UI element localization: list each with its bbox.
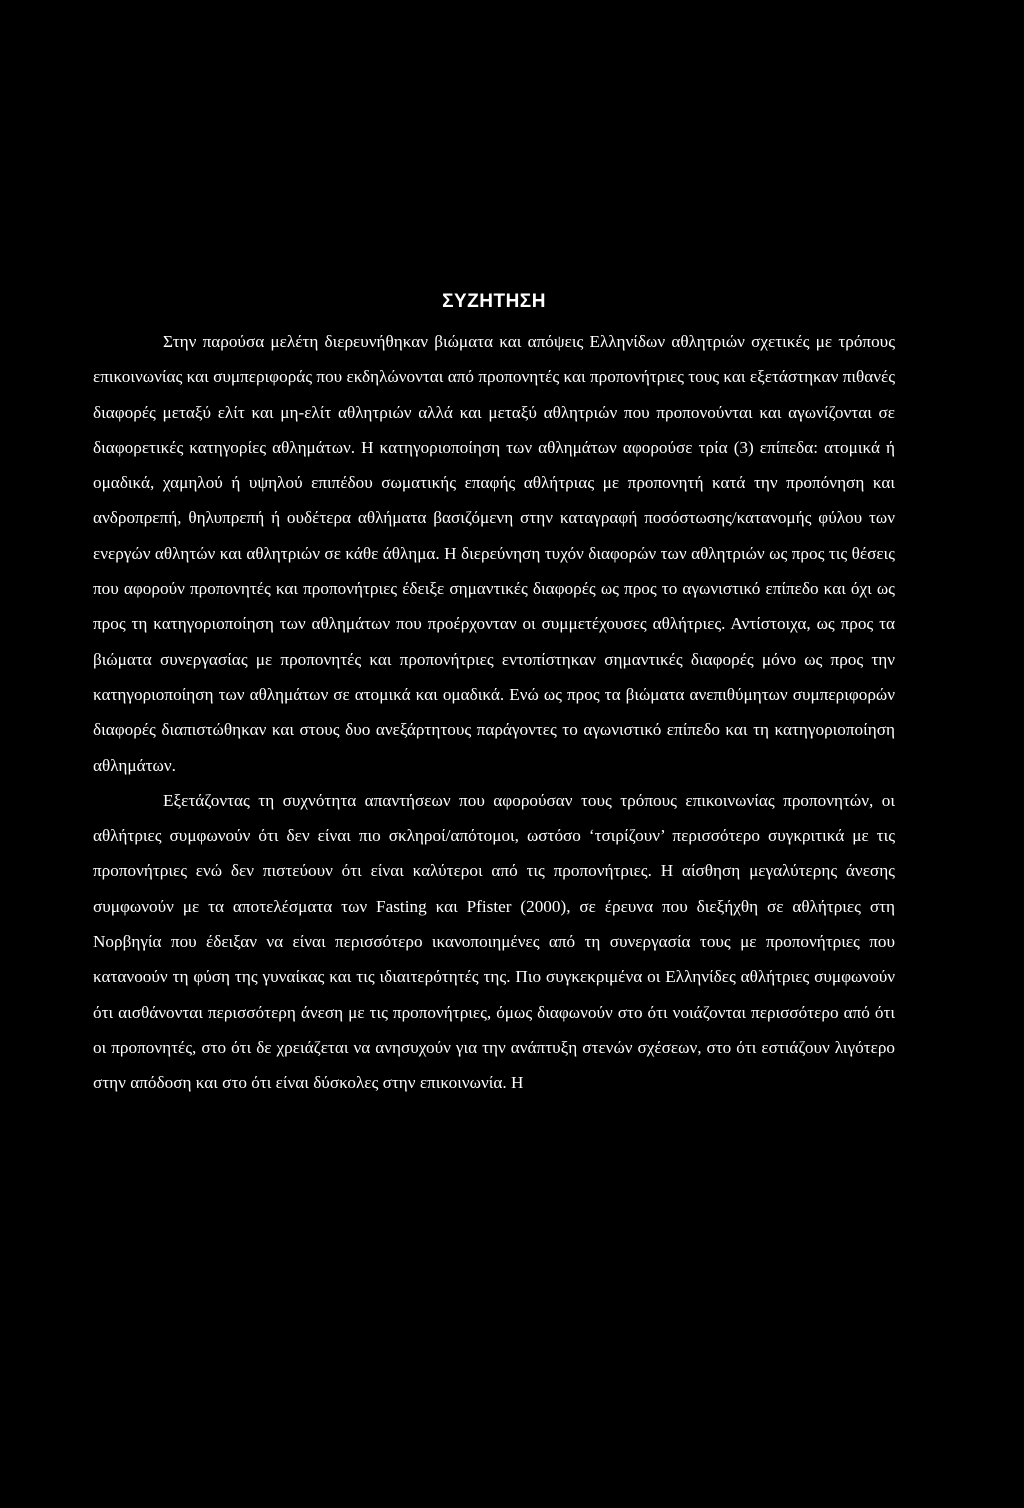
paragraph-2: Εξετάζοντας τη συχνότητα απαντήσεων που αφορούσαν τους τρόπους επικοινωνίας προπονητών, οι αθλήτριες συμφωνούν ότι δεν είναι πιο σκληροί/απότομοι, ωστόσο ‘τσιρίζουν’ περισσότερο συγκριτικά με τις προπονήτριες ενώ δεν πιστεύουν ότι είναι καλύτεροι από τις προπονήτριες. Η αίσθηση μεγαλύτερης άνεσης συμφωνούν με τα αποτελέσματα των Fasting και Pfister (2000), σε έρευνα που διεξήχθη σε αθλήτριες στη Νορβηγία που έδειξαν να είναι περισσότερο ικανοποιημένες από τη συνεργασία τους με προπονήτριες που κατανοούν τη φύση της γυναίκας και τις ιδιαιτερότητές της. Πιο συγκεκριμένα οι Ελληνίδες αθλήτριες συμφωνούν ότι αισθάνονται περισσότερη άνεση με τις προπονήτριες, όμως διαφωνούν στο ότι νοιάζονται περισσότερο από ότι οι προπονητές, στο ότι δε χρειάζεται να ανησυχούν για την ανάπτυξη στενών σχέσεων, στο ότι εστιάζουν λιγότερο στην απόδοση και στο ότι είναι δύσκολες στην επικοινωνία. Η [93, 790, 895, 1093]
section-heading: ΣΥΖΗΤΗΣΗ [442, 291, 546, 312]
document-page [93, 288, 895, 1101]
paragraph-1: Στην παρούσα μελέτη διερευνήθηκαν βιώματα και απόψεις Ελληνίδων αθλητριών σχετικές με τρόπους επικοινωνίας και συμπεριφοράς που εκδηλώνονται από προπονητές και προπονήτριες τους και εξετάστηκαν πιθανές διαφορές μεταξύ ελίτ και μη-ελίτ αθλητριών αλλά και μεταξύ αθλητριών που προπονούνται και αγωνίζονται σε διαφορετικές κατηγορίες αθλημάτων. Η κατηγοριοποίηση των αθλημάτων αφορούσε τρία (3) επίπεδα: ατομικά ή ομαδικά, χαμηλού ή υψηλού επιπέδου σωματικής επαφής αθλήτριας με προπονητή κατά την προπόνηση και ανδροπρεπή, θηλυπρεπή ή ουδέτερα αθλήματα βασιζόμενη στην καταγραφή ποσόστωσης/κατανομής φύλου των ενεργών αθλητών και αθλητριών σε κάθε άθλημα. Η διερεύνηση τυχόν διαφορών των αθλητριών ως προς τις θέσεις που αφορούν προπονητές και προπονήτριες έδειξε σημαντικές διαφορές ως προς το αγωνιστικό επίπεδο και όχι ως προς τη κατηγοριοποίηση των αθλημάτων που προέρχονταν οι συμμετέχουσες αθλήτριες. Αντίστοιχα, ως προς τα βιώματα συνεργασίας με προπονητές και προπονήτριες εντοπίστηκαν σημαντικές διαφορές μόνο ως προς την κατηγοριοποίηση των αθλημάτων σε ατομικά και ομαδικά. Ενώ ως προς τα βιώματα ανεπιθύμητων συμπεριφορών διαφορές διαπιστώθηκαν και στους δυο ανεξάρτητους παράγοντες το αγωνιστικό επίπεδο και τη κατηγοριοποίηση αθλημάτων. [93, 332, 895, 775]
